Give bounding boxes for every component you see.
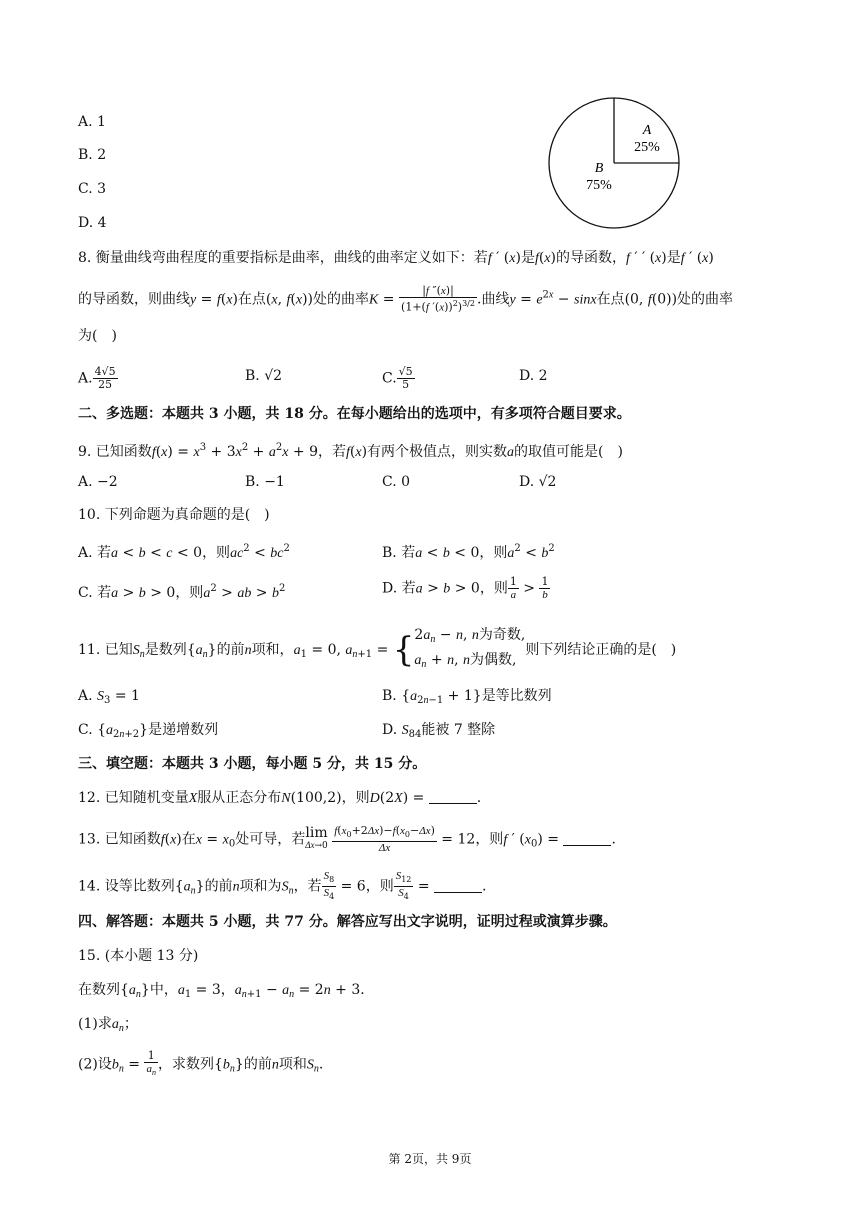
pie-chart — [545, 97, 689, 231]
q12: 12. 已知随机变量X服从正态分布N(100,2)，则D(2X) = . — [78, 790, 482, 806]
option-a: A. 1 — [78, 114, 106, 130]
option-c: C. 3 — [78, 181, 107, 197]
q9-option-b: B. −1 — [245, 474, 285, 490]
section-2-heading: 二、多选题：本题共 3 小题，共 18 分。在每小题给出的选项中，有多项符合题目要求。 — [78, 406, 631, 422]
q8-option-d: D. 2 — [519, 368, 548, 384]
q9-option-d: D. √2 — [519, 474, 557, 490]
answer-blank — [434, 878, 482, 893]
q8-line-1: 8. 衡量曲线弯曲程度的重要指标是曲率，曲线的曲率定义如下：若f ′ (x)是f(x)的导函数，f ′ ′ (x)是f ′ (x) — [78, 250, 714, 266]
q8-option-a: A. $\frac{4√5}{25}$ — [78, 365, 116, 391]
q13: 13. 已知函数f(x)在$x = x_0$处可导，若 lim Δx→0 $\frac{f(x_0+2\Delta x)-f(x_0-\Delta x)}{\Delta x}$ = 12，则f ′ $(x_0)$ = . — [78, 824, 616, 855]
q10-option-d: D. 若a > b > 0，则 $\frac{1}{a}$ > $\frac{1}{b}$ — [382, 575, 549, 601]
curvature-formula: $\frac{|f ''(x)|}{(1+(f '(x))^2)^{3/2}}$ — [399, 285, 477, 314]
pie-percent-b: 75% — [586, 178, 612, 193]
q9-option-a: A. −2 — [78, 474, 118, 490]
q11-stem: 11. 已知$S_n$是数列$\{a_n\}$的前n项和，$a_1 = 0$, $a_{n+1}$ = { $2a_n - n$, n为奇数, $a_n + n$, n为偶数, 则下列结论正确的是( ) — [78, 627, 677, 670]
q15-line-1: 在数列$\{a_n\}$中，$a_1 = 3$，$a_{n+1} - a_n = 2n + 3$. — [78, 982, 365, 1000]
q8-option-b: B. √2 — [245, 368, 283, 384]
pie-label-b: B — [594, 161, 604, 176]
section-3-heading: 三、填空题：本题共 3 小题，每小题 5 分，共 15 分。 — [78, 756, 427, 772]
q11-option-b: B. $\{a_{2n-1} + 1\}$是等比数列 — [382, 688, 552, 706]
pie-label-a: A — [642, 123, 652, 138]
answer-blank — [429, 789, 477, 804]
option-b: B. 2 — [78, 147, 107, 163]
q10-option-b: B. 若a < b < 0，则$a^2 < b^2$ — [382, 543, 555, 561]
q8-line-2: 的导函数，则曲线y = f(x)在点(x, f(x))处的曲率K = $\frac{|f ''(x)|}{(1+(f '(x))^2)^{3/2}}$ .曲线$y = e^{2x} - \sin x$在点(0, f(0))处的曲率 — [78, 284, 734, 314]
q11-option-a: A. $S_3 = 1$ — [78, 688, 140, 706]
answer-blank — [563, 831, 611, 846]
q10-stem: 10. 下列命题为真命题的是( ) — [78, 507, 270, 523]
q9-option-c: C. 0 — [382, 474, 411, 490]
q10-option-c: C. 若a > b > 0，则$a^2$ > ab > $b^2$ — [78, 583, 286, 601]
q11-option-d: D. $S_{84}$能被 7 整除 — [382, 722, 496, 740]
q8-line-3: 为( ) — [78, 328, 117, 344]
q10-option-a: A. 若a < b < c < 0，则$ac^2 < bc^2$ — [78, 543, 290, 561]
q11-option-c: C. $\{a_{2n+2}\}$是递增数列 — [78, 722, 219, 740]
q15-part-2: (2)设$b_n$ = $\frac{1}{a_n}$ ，求数列$\{b_n\}$的前n项和$S_n$. — [78, 1049, 324, 1078]
section-4-heading: 四、解答题：本题共 5 小题，共 77 分。解答应写出文字说明，证明过程或演算步骤。 — [78, 914, 617, 930]
q15-title: 15. (本小题 13 分) — [78, 948, 199, 964]
q8-option-c: C. $\frac{√5}{5}$ — [382, 365, 413, 391]
q15-part-1: (1)求$a_n$； — [78, 1016, 138, 1034]
q9-stem: 9. 已知函数$f(x) = x^3 + 3x^2 + a^2x + 9$，若f(x)有两个极值点，则实数a的取值可能是( ) — [78, 442, 623, 460]
page-footer: 第 2页，共 9页 — [388, 1152, 472, 1166]
option-d: D. 4 — [78, 215, 107, 231]
pie-percent-a: 25% — [634, 140, 660, 155]
q14: 14. 设等比数列$\{a_n\}$的前n项和为$S_n$，若 $\frac{S_8}{S_4}$ = 6，则 $\frac{S_{12}}{S_4}$ = . — [78, 870, 487, 902]
